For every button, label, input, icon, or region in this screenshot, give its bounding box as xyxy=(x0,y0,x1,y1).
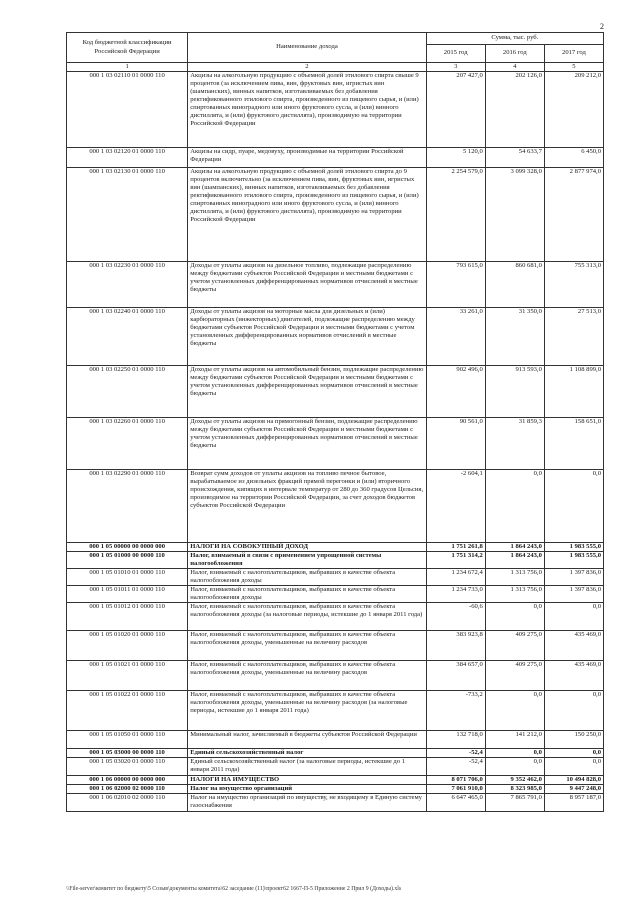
amount-2017-cell: 755 313,0 xyxy=(544,262,603,308)
budget-code-cell: 000 1 03 02260 01 0000 110 xyxy=(67,418,188,470)
amount-2016-cell: 913 593,0 xyxy=(485,366,544,418)
table-row xyxy=(67,661,604,691)
table-row xyxy=(67,366,604,418)
amount-2015-cell: 207 427,0 xyxy=(426,72,485,148)
table-row xyxy=(67,543,604,552)
revenue-name-cell: Налог, взимаемый с налогоплательщиков, выбравших в качестве объекта налогообложения доходы, уменьшенные на величину расходов (за налоговые периоды, истекшие до 1 января 2011 года) xyxy=(188,691,426,731)
amount-2016-cell: 31 859,3 xyxy=(485,418,544,470)
amount-2016-cell: 1 313 756,0 xyxy=(485,569,544,586)
revenue-name-cell: Возврат сумм доходов от уплаты акцизов на топливо печное бытовое, вырабатываемое из дизельных фракций прямой перегонки и (или) вторичного происхождения, кипящих в интервале температур от 280 до 360 градусов Цельсия, производимое на территории Российской Федерации, за счет доходов бюджетов субъектов Российской Федерации xyxy=(188,470,426,543)
col-number: 5 xyxy=(544,63,603,72)
amount-2016-cell: 31 350,0 xyxy=(485,308,544,366)
amount-2017-cell: 1 983 555,0 xyxy=(544,543,603,552)
revenue-name-cell: Налог на имущество организаций xyxy=(188,785,426,794)
amount-2015-cell: 793 615,0 xyxy=(426,262,485,308)
revenue-name-cell: Доходы от уплаты акцизов на автомобильный бензин, подлежащие распределению между бюджетами субъектов Российской Федерации и местными бюджетами с учетом установленных дифференцированных нормативов отчислений в местные бюджеты xyxy=(188,366,426,418)
table-row xyxy=(67,569,604,586)
name-header: Наименование дохода xyxy=(188,33,426,63)
budget-code-cell: 000 1 05 01021 01 0000 110 xyxy=(67,661,188,691)
revenue-name-cell: НАЛОГИ НА ИМУЩЕСТВО xyxy=(188,776,426,785)
amount-2017-cell: 8 957 187,0 xyxy=(544,794,603,812)
amount-2015-cell: 8 071 706,0 xyxy=(426,776,485,785)
amount-2016-cell: 1 864 243,0 xyxy=(485,543,544,552)
table-row xyxy=(67,586,604,603)
budget-code-cell: 000 1 03 02110 01 0000 110 xyxy=(67,72,188,148)
table-row xyxy=(67,785,604,794)
code-header: Код бюджетной классификации Российской Федерации xyxy=(67,33,188,63)
amount-2016-cell: 1 313 756,0 xyxy=(485,586,544,603)
amount-2015-cell: -733,2 xyxy=(426,691,485,731)
amount-2015-cell: 1 234 733,0 xyxy=(426,586,485,603)
table-row xyxy=(67,603,604,631)
amount-2017-cell: 1 397 836,0 xyxy=(544,586,603,603)
amount-2017-cell: 2 877 974,0 xyxy=(544,168,603,262)
table-row xyxy=(67,776,604,785)
amount-2015-cell: 2 254 579,0 xyxy=(426,168,485,262)
amount-2015-cell: 90 561,0 xyxy=(426,418,485,470)
budget-code-cell: 000 1 05 03000 00 0000 110 xyxy=(67,749,188,758)
amount-2015-cell: 902 496,0 xyxy=(426,366,485,418)
revenue-name-cell: Доходы от уплаты акцизов на прямогонный бензин, подлежащие распределению между бюджетами субъектов Российской Федерации и местными бюджетами с учетом установленных дифференцированных нормативов отчислений в местные бюджеты xyxy=(188,418,426,470)
budget-code-cell: 000 1 03 02290 01 0000 110 xyxy=(67,470,188,543)
amount-2015-cell: 1 751 261,8 xyxy=(426,543,485,552)
table-row xyxy=(67,758,604,776)
budget-code-cell: 000 1 03 02130 01 0000 110 xyxy=(67,168,188,262)
amount-2015-cell: -52,4 xyxy=(426,758,485,776)
amount-2016-cell: 409 275,0 xyxy=(485,661,544,691)
amount-2016-cell: 0,0 xyxy=(485,691,544,731)
amount-2016-cell: 9 352 462,0 xyxy=(485,776,544,785)
col-number: 4 xyxy=(485,63,544,72)
revenue-name-cell: Акцизы на сидр, пуаре, медовуху, производимые на территории Российской Федерации xyxy=(188,148,426,168)
amount-2015-cell: -60,6 xyxy=(426,603,485,631)
amount-2015-cell: 383 923,8 xyxy=(426,631,485,661)
table-row xyxy=(67,731,604,749)
table-row xyxy=(67,418,604,470)
budget-code-cell: 000 1 05 01022 01 0000 110 xyxy=(67,691,188,731)
revenue-name-cell: Единый сельскохозяйственный налог (за налоговые периоды, истекшие до 1 января 2011 года) xyxy=(188,758,426,776)
amount-2016-cell: 409 275,0 xyxy=(485,631,544,661)
table-row xyxy=(67,72,604,148)
revenue-table xyxy=(66,32,604,812)
amount-2017-cell: 209 212,0 xyxy=(544,72,603,148)
page-number: 2 xyxy=(600,22,604,31)
revenue-name-cell: Акцизы на алкогольную продукцию с объемной долей этилового спирта свыше 9 процентов (за исключением пива, вин, фруктовых вин, игристых вин (шампанских), винных напитков, изготавливаемых без добавления ректификованного этилового спирта, произведенного из пищевого сырья, и (или) спиртованных виноградного или иного фруктового сусла, и (или) винного дистиллята, и (или) фруктового дистиллята), производимую на территории Российской Федерации xyxy=(188,72,426,148)
amount-2016-cell: 3 099 328,0 xyxy=(485,168,544,262)
amount-2016-cell: 141 212,0 xyxy=(485,731,544,749)
budget-code-cell: 000 1 05 01012 01 0000 110 xyxy=(67,603,188,631)
col-number: 3 xyxy=(426,63,485,72)
amount-2016-cell: 54 633,7 xyxy=(485,148,544,168)
amount-2016-cell: 0,0 xyxy=(485,603,544,631)
budget-code-cell: 000 1 05 01000 00 0000 110 xyxy=(67,552,188,569)
budget-code-cell: 000 1 03 02120 01 0000 110 xyxy=(67,148,188,168)
amount-2015-cell: 33 261,0 xyxy=(426,308,485,366)
revenue-name-cell: НАЛОГИ НА СОВОКУПНЫЙ ДОХОД xyxy=(188,543,426,552)
table-body xyxy=(67,72,604,812)
amount-2017-cell: 27 513,0 xyxy=(544,308,603,366)
revenue-name-cell: Единый сельскохозяйственный налог xyxy=(188,749,426,758)
amount-2015-cell: 5 120,0 xyxy=(426,148,485,168)
budget-code-cell: 000 1 05 00000 00 0000 000 xyxy=(67,543,188,552)
revenue-name-cell: Налог, взимаемый с налогоплательщиков, выбравших в качестве объекта налогообложения доходы, уменьшенные на величину расходов xyxy=(188,661,426,691)
amount-2017-cell: 0,0 xyxy=(544,470,603,543)
amount-2017-cell: 0,0 xyxy=(544,758,603,776)
file-path-footer: \\File-server\комитет по бюджету\5 Созыв\документы комитета\62 заседание (11)\проект62 1667-П-5 Приложение 2 Прил 9 (Доходы).xls xyxy=(66,886,402,892)
table-row xyxy=(67,749,604,758)
amount-2017-cell: 1 397 836,0 xyxy=(544,569,603,586)
revenue-name-cell: Налог на имущество организаций по имуществу, не входящему в Единую систему газоснабжения xyxy=(188,794,426,812)
revenue-name-cell: Налог, взимаемый с налогоплательщиков, выбравших в качестве объекта налогообложения доходы (за налоговые периоды, истекшие до 1 января 2011 года) xyxy=(188,603,426,631)
amount-2016-cell: 7 865 791,0 xyxy=(485,794,544,812)
amount-2015-cell: 7 061 910,0 xyxy=(426,785,485,794)
budget-code-cell: 000 1 05 01020 01 0000 110 xyxy=(67,631,188,661)
amount-2017-cell: 435 469,0 xyxy=(544,661,603,691)
amount-2017-cell: 1 108 899,0 xyxy=(544,366,603,418)
amount-2017-cell: 435 469,0 xyxy=(544,631,603,661)
amount-2016-cell: 202 126,0 xyxy=(485,72,544,148)
amount-2015-cell: 6 647 465,0 xyxy=(426,794,485,812)
sum-header: Сумма, тыс. руб. xyxy=(426,33,603,45)
table-row xyxy=(67,148,604,168)
amount-2015-cell: 1 751 314,2 xyxy=(426,552,485,569)
amount-2017-cell: 10 494 828,0 xyxy=(544,776,603,785)
budget-code-cell: 000 1 03 02250 01 0000 110 xyxy=(67,366,188,418)
budget-code-cell: 000 1 05 03020 01 0000 110 xyxy=(67,758,188,776)
amount-2016-cell: 8 323 985,0 xyxy=(485,785,544,794)
revenue-name-cell: Налог, взимаемый с налогоплательщиков, выбравших в качестве объекта налогообложения доходы, уменьшенные на величину расходов xyxy=(188,631,426,661)
year-header-2016: 2016 год xyxy=(485,45,544,63)
year-header-2015: 2015 год xyxy=(426,45,485,63)
revenue-name-cell: Акцизы на алкогольную продукцию с объемной долей этилового спирта до 9 процентов включительно (за исключением пива, вин, фруктовых вин, игристых вин (шампанских), винных напитков, изготавливаемых без добавления ректификованного этилового спирта, произведенного из пищевого сырья, и (или) спиртованных виноградного или иного фруктового сусла, и (или) винного дистиллята, и (или) фруктового дистиллята), производимую на территории Российской Федерации xyxy=(188,168,426,262)
budget-code-cell: 000 1 06 00000 00 0000 000 xyxy=(67,776,188,785)
table-row xyxy=(67,631,604,661)
amount-2016-cell: 0,0 xyxy=(485,749,544,758)
table-row xyxy=(67,552,604,569)
amount-2017-cell: 0,0 xyxy=(544,691,603,731)
amount-2016-cell: 0,0 xyxy=(485,470,544,543)
revenue-name-cell: Налог, взимаемый в связи с применением упрощенной системы налогообложения xyxy=(188,552,426,569)
budget-code-cell: 000 1 05 01011 01 0000 110 xyxy=(67,586,188,603)
table-row xyxy=(67,262,604,308)
amount-2017-cell: 0,0 xyxy=(544,749,603,758)
amount-2016-cell: 860 681,0 xyxy=(485,262,544,308)
amount-2017-cell: 150 250,0 xyxy=(544,731,603,749)
budget-code-cell: 000 1 05 01010 01 0000 110 xyxy=(67,569,188,586)
table-row xyxy=(67,794,604,812)
amount-2017-cell: 6 450,0 xyxy=(544,148,603,168)
amount-2017-cell: 158 651,0 xyxy=(544,418,603,470)
amount-2015-cell: 384 657,0 xyxy=(426,661,485,691)
revenue-name-cell: Налог, взимаемый с налогоплательщиков, выбравших в качестве объекта налогообложения доходы xyxy=(188,569,426,586)
table-row xyxy=(67,308,604,366)
budget-code-cell: 000 1 03 02230 01 0000 110 xyxy=(67,262,188,308)
amount-2017-cell: 9 447 248,0 xyxy=(544,785,603,794)
table-row xyxy=(67,168,604,262)
revenue-name-cell: Доходы от уплаты акцизов на моторные масла для дизельных и (или) карбюраторных (инжекторных) двигателей, подлежащие распределению между бюджетами субъектов Российской Федерации и местными бюджетами с учетом установленных дифференцированных нормативов отчислений в местные бюджеты xyxy=(188,308,426,366)
budget-code-cell: 000 1 03 02240 01 0000 110 xyxy=(67,308,188,366)
amount-2015-cell: -2 604,1 xyxy=(426,470,485,543)
revenue-name-cell: Минимальный налог, зачисляемый в бюджеты субъектов Российской Федерации xyxy=(188,731,426,749)
revenue-name-cell: Доходы от уплаты акцизов на дизельное топливо, подлежащие распределению между бюджетами субъектов Российской Федерации и местными бюджетами с учетом установленных дифференцированных нормативов отчислений в местные бюджеты xyxy=(188,262,426,308)
amount-2015-cell: -52,4 xyxy=(426,749,485,758)
amount-2016-cell: 1 864 243,0 xyxy=(485,552,544,569)
amount-2017-cell: 0,0 xyxy=(544,603,603,631)
revenue-name-cell: Налог, взимаемый с налогоплательщиков, выбравших в качестве объекта налогообложения доходы xyxy=(188,586,426,603)
col-number: 2 xyxy=(188,63,426,72)
amount-2015-cell: 1 234 672,4 xyxy=(426,569,485,586)
year-header-2017: 2017 год xyxy=(544,45,603,63)
col-number: 1 xyxy=(67,63,188,72)
budget-code-cell: 000 1 05 01050 01 0000 110 xyxy=(67,731,188,749)
amount-2017-cell: 1 983 555,0 xyxy=(544,552,603,569)
budget-code-cell: 000 1 06 02010 02 0000 110 xyxy=(67,794,188,812)
table-row xyxy=(67,691,604,731)
budget-code-cell: 000 1 06 02000 02 0000 110 xyxy=(67,785,188,794)
table-row xyxy=(67,470,604,543)
amount-2016-cell: 0,0 xyxy=(485,758,544,776)
amount-2015-cell: 132 718,0 xyxy=(426,731,485,749)
